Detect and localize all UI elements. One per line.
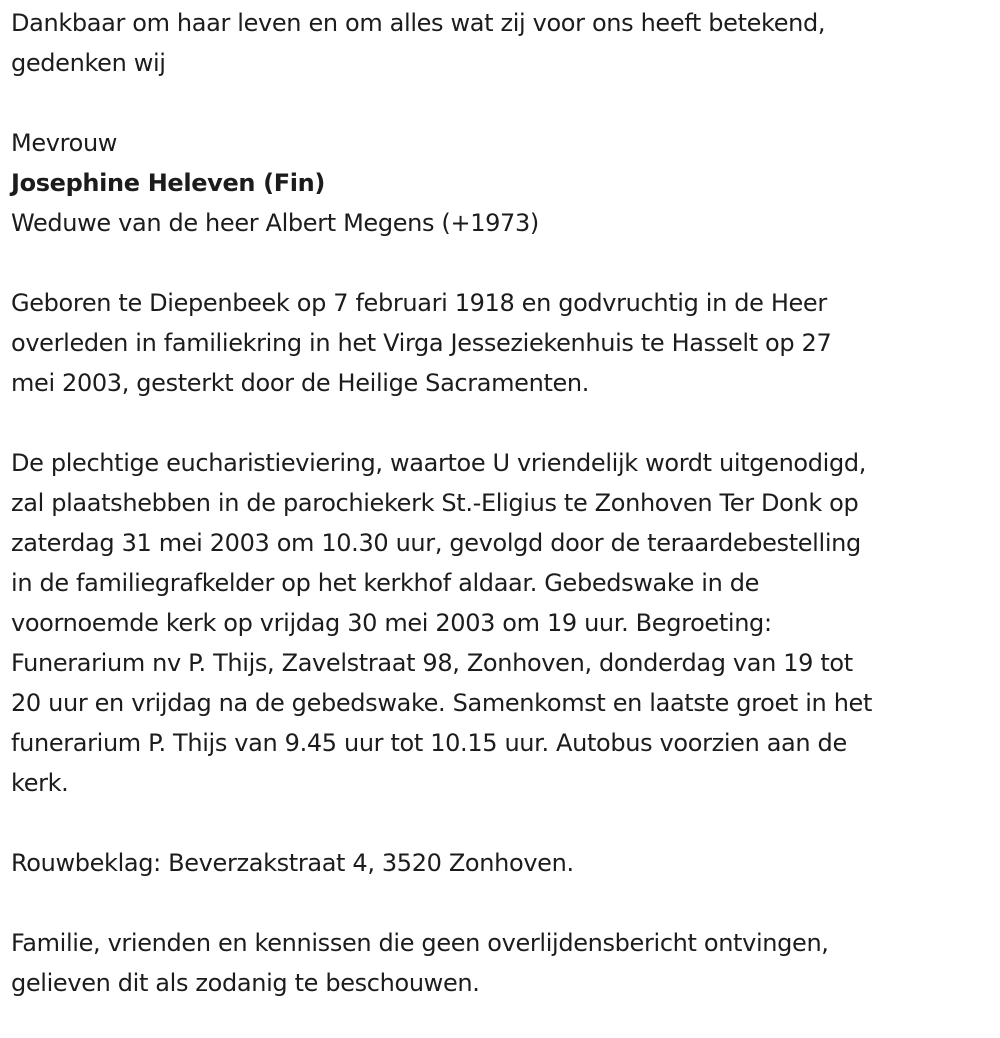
text-line: 20 uur en vrijdag na de gebedswake. Samenkomst en laatste groet in het (11, 689, 873, 717)
deceased-name: Josephine Heleven (Fin) (11, 169, 326, 197)
text-line: De plechtige eucharistieviering, waartoe U vriendelijk wordt uitgenodigd, (11, 449, 867, 477)
text-line: in de familiegrafkelder op het kerkhof aldaar. Gebedswake in de (11, 569, 760, 597)
spacer (11, 243, 997, 283)
spacer (11, 883, 997, 923)
text-line: kerk. (11, 769, 69, 797)
text-line: zal plaatshebben in de parochiekerk St.-Eligius te Zonhoven Ter Donk op (11, 489, 859, 517)
ceremony-paragraph (11, 443, 997, 803)
intro-paragraph (11, 3, 997, 83)
spacer (11, 403, 997, 443)
spacer (11, 803, 997, 843)
text-line: Funerarium nv P. Thijs, Zavelstraat 98, Zonhoven, donderdag van 19 tot (11, 649, 853, 677)
text-line: funerarium P. Thijs van 9.45 uur tot 10.15 uur. Autobus voorzien aan de (11, 729, 847, 757)
text-line: mei 2003, gesterkt door de Heilige Sacramenten. (11, 369, 590, 397)
closing-paragraph (11, 923, 997, 1003)
text-line: Geboren te Diepenbeek op 7 februari 1918 en godvruchtig in de Heer (11, 289, 827, 317)
intro-line: Dankbaar om haar leven en om alles wat zij voor ons heeft betekend, (11, 9, 826, 37)
closing-line: Familie, vrienden en kennissen die geen overlijdensbericht ontvingen, (11, 929, 829, 957)
text-line: voornoemde kerk op vrijdag 30 mei 2003 om 19 uur. Begroeting: (11, 609, 772, 637)
widow-line: Weduwe van de heer Albert Megens (+1973) (11, 209, 539, 237)
text-line: zaterdag 31 mei 2003 om 10.30 uur, gevolgd door de teraardebestelling (11, 529, 861, 557)
text-line: overleden in familiekring in het Virga Jesseziekenhuis te Hasselt op 27 (11, 329, 832, 357)
intro-line: gedenken wij (11, 49, 166, 77)
closing-line: gelieven dit als zodanig te beschouwen. (11, 969, 480, 997)
condolence-address: Rouwbeklag: Beverzakstraat 4, 3520 Zonhoven. (11, 849, 574, 877)
honorific: Mevrouw (11, 129, 118, 157)
birth-death-paragraph (11, 283, 997, 403)
spacer (11, 83, 997, 123)
obituary-notice (11, 3, 997, 1003)
